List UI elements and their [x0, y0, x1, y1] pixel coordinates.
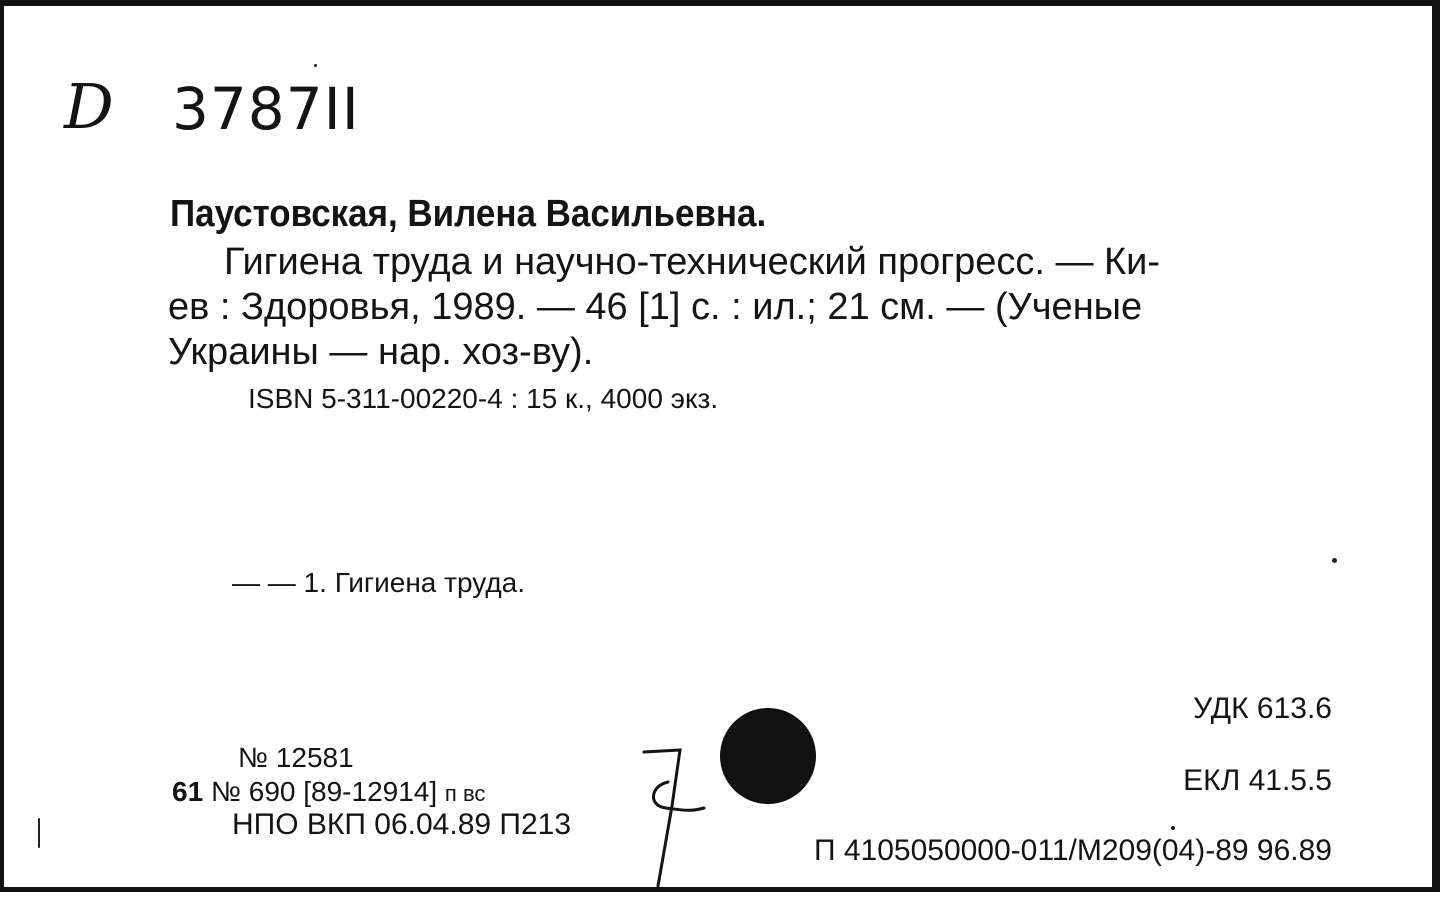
catalog-number: № 12581 [238, 742, 354, 773]
shelf-code-number: 3787II [172, 75, 360, 143]
index-code: П 4105050000-011/М209(04)-89 96.89 [813, 834, 1332, 867]
udk-code: УДК 613.6 [1193, 692, 1332, 725]
handwritten-mark [634, 746, 714, 901]
title-line-1: Гигиена труда и научно-технический прогресс. — Ки- [224, 241, 1161, 283]
npo-line: НПО ВКП 06.04.89 П213 [232, 808, 572, 841]
shelf-code-letter: D [64, 70, 114, 143]
title-line-2: ев : Здоровья, 1989. — 46 [1] с. : ил.; 21 см. — (Ученые [168, 286, 1143, 328]
order-text: № 690 [89-12914] [210, 776, 438, 807]
punch-hole [720, 708, 816, 804]
ink-speck [1171, 826, 1175, 830]
ekl-code: ЕКЛ 41.5.5 [1183, 764, 1332, 797]
order-number: 61 [172, 776, 204, 807]
author-heading: Паустовская, Вилена Васильевна. [170, 193, 767, 235]
order-small-text: п вс [444, 781, 486, 806]
ink-speck [1332, 558, 1337, 563]
ink-speck [38, 818, 40, 848]
order-line [172, 776, 485, 808]
bibliographic-description [168, 240, 1340, 375]
isbn-line: ISBN 5-311-00220-4 : 15 к., 4000 экз. [248, 383, 719, 414]
subject-heading: — — 1. Гигиена труда. [232, 567, 526, 598]
ink-speck [314, 64, 317, 67]
title-line-3: Украины — нар. хоз-ву). [168, 331, 594, 373]
handwritten-seven-icon [634, 746, 714, 896]
